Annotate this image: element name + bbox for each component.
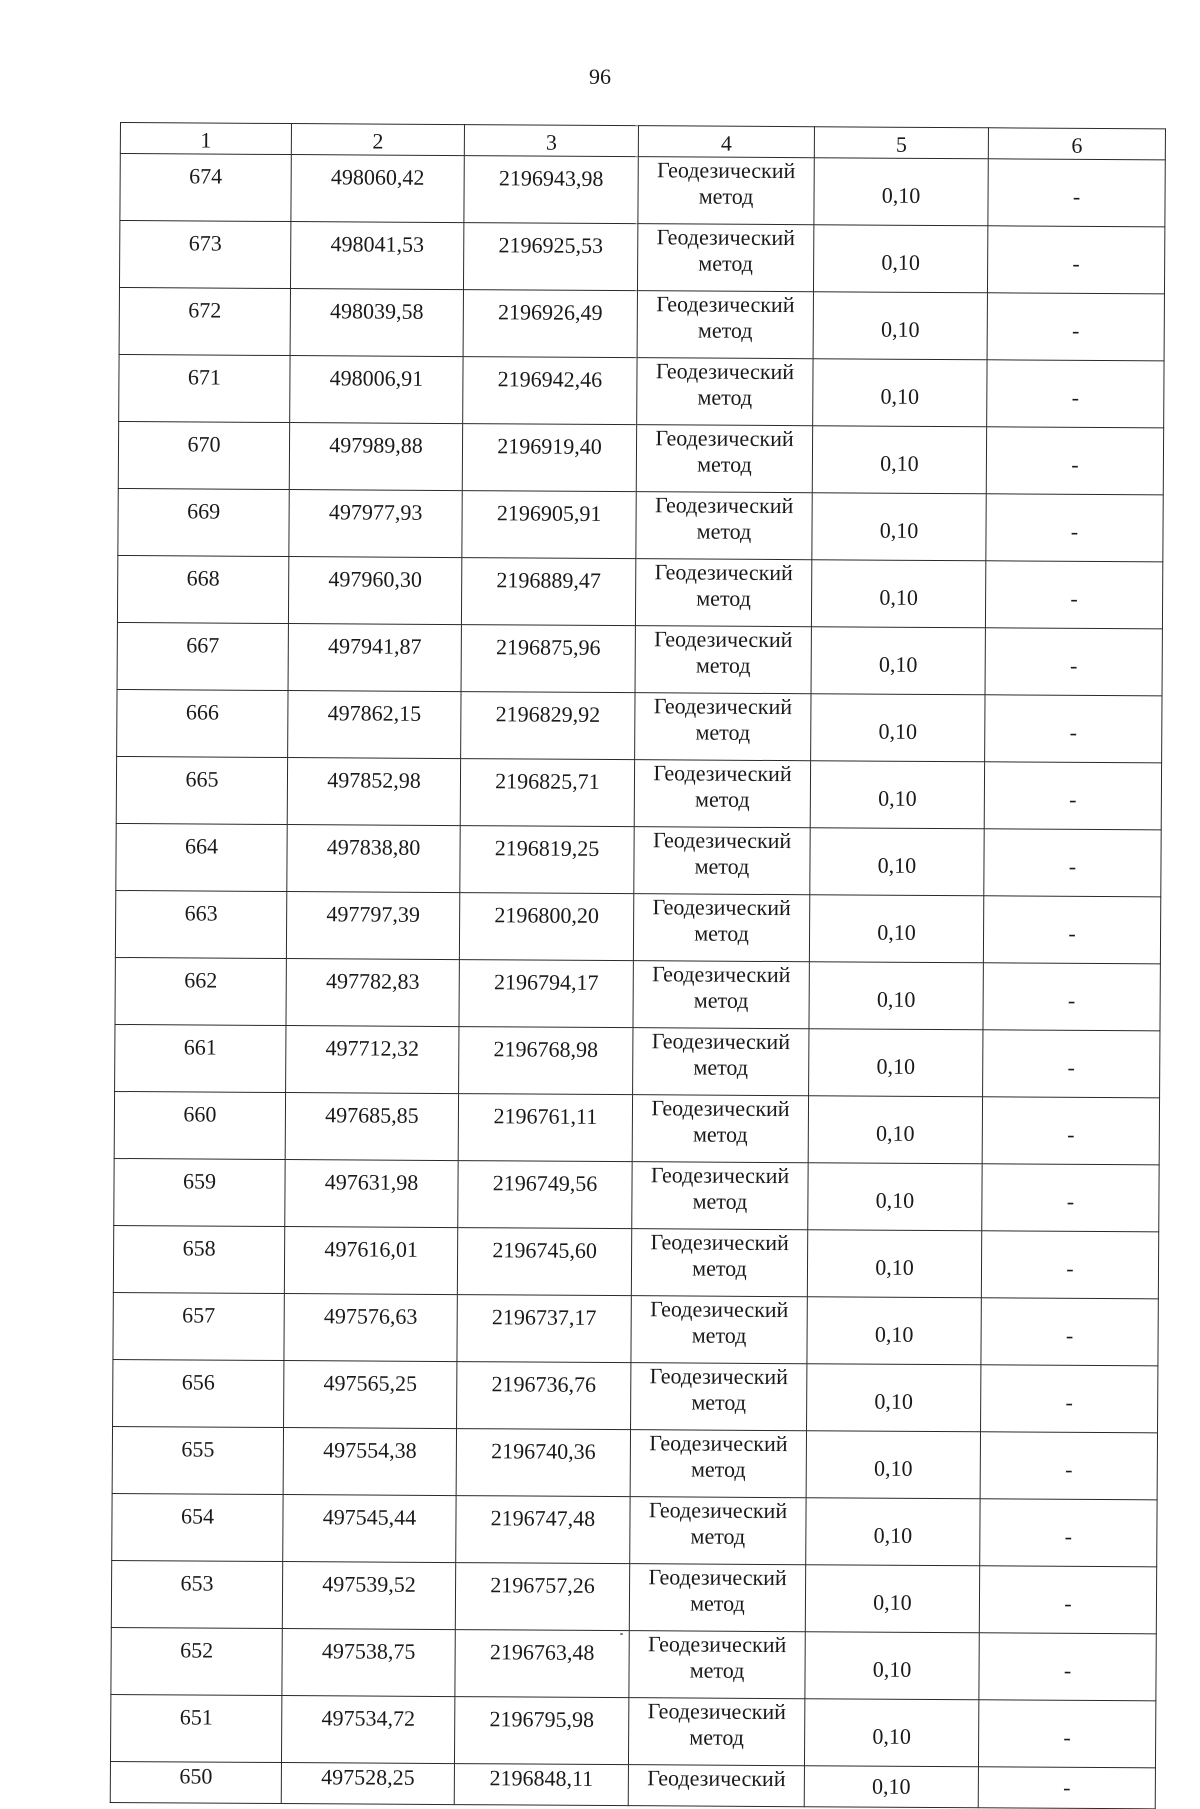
method-line-1: Геодезический	[652, 961, 791, 988]
method-line-2: метод	[697, 317, 753, 343]
point-number-cell: 650	[110, 1761, 281, 1803]
method-line-2: метод	[694, 920, 749, 946]
page-number: 96	[589, 64, 611, 89]
method-line-1: Геодезический	[657, 157, 796, 184]
method-line-2: метод	[696, 518, 752, 544]
column-header-1: 1	[120, 123, 291, 155]
accuracy-cell: 0,10	[809, 962, 983, 1030]
y-coordinate-cell: 2196740,36	[456, 1429, 630, 1497]
method-line-1: Геодезический	[650, 1296, 789, 1323]
point-number-cell: 672	[119, 287, 290, 355]
point-number-cell: 669	[118, 488, 289, 556]
method-cell	[634, 827, 810, 895]
note-cell: -	[979, 1566, 1156, 1634]
table-row	[115, 890, 1160, 963]
method-cell	[634, 760, 810, 828]
method-line-1: Геодезический	[650, 1162, 790, 1189]
x-coordinate-cell: 497838,80	[287, 825, 460, 893]
method-line-1: Геодезический	[650, 1229, 789, 1256]
table-row	[118, 488, 1163, 561]
accuracy-cell: 0,10	[812, 493, 986, 561]
method-line-2: метод	[689, 1724, 745, 1750]
table-row	[119, 354, 1164, 427]
note-cell: -	[983, 963, 1160, 1031]
x-coordinate-cell: 497539,52	[282, 1562, 455, 1630]
y-coordinate-cell: 2196800,20	[459, 893, 633, 961]
y-coordinate-cell: 2196875,96	[461, 625, 635, 693]
method-line-2: метод	[695, 652, 751, 678]
table-row	[116, 756, 1161, 829]
point-number-cell: 651	[110, 1694, 281, 1762]
accuracy-cell: 0,10	[805, 1632, 979, 1700]
method-line-2: метод	[693, 987, 749, 1013]
table-row	[112, 1426, 1157, 1499]
method-line-1: Геодезический	[648, 1564, 787, 1591]
accuracy-cell: 0,10	[809, 1029, 983, 1097]
method-line-2: метод	[695, 786, 750, 812]
point-number-cell: 671	[119, 354, 290, 422]
y-coordinate-cell: 2196848,11	[454, 1764, 628, 1806]
x-coordinate-cell: 497862,15	[288, 691, 461, 759]
accuracy-cell: 0,10	[807, 1230, 981, 1298]
note-cell: -	[979, 1633, 1156, 1701]
table-row	[117, 555, 1162, 628]
note-cell: -	[984, 829, 1161, 897]
note-cell: -	[985, 561, 1162, 629]
x-coordinate-cell: 497554,38	[283, 1428, 456, 1496]
x-coordinate-cell: 497797,39	[286, 892, 459, 960]
accuracy-cell: 0,10	[806, 1498, 980, 1566]
table-row	[119, 221, 1164, 294]
method-line-2: метод	[693, 1054, 749, 1080]
method-line-1: Геодезический	[653, 760, 792, 787]
table-row	[119, 287, 1164, 360]
point-number-cell: 656	[113, 1359, 284, 1427]
accuracy-cell: 0,10	[807, 1297, 981, 1365]
accuracy-cell: 0,10	[804, 1766, 978, 1808]
note-cell: -	[981, 1231, 1158, 1299]
note-cell: -	[980, 1432, 1157, 1500]
method-cell	[630, 1430, 806, 1498]
method-line-1: Геодезический	[652, 894, 791, 921]
y-coordinate-cell: 2196919,40	[462, 424, 636, 492]
point-number-cell: 666	[117, 689, 288, 757]
table-row	[117, 689, 1162, 762]
table-row	[113, 1292, 1158, 1365]
note-cell: -	[985, 628, 1162, 696]
accuracy-cell: 0,10	[806, 1431, 980, 1499]
method-line-2: метод	[698, 183, 754, 209]
method-line-2: метод	[697, 384, 753, 410]
method-line-1: Геодезический	[654, 492, 794, 519]
method-line-2: метод	[690, 1590, 745, 1616]
y-coordinate-cell: 2196925,53	[463, 223, 637, 291]
method-cell	[633, 1028, 809, 1096]
x-coordinate-cell: 497989,88	[289, 423, 462, 491]
method-line-1: Геодезический	[647, 1765, 786, 1792]
table-row	[114, 1091, 1159, 1164]
point-number-cell: 668	[117, 555, 288, 623]
y-coordinate-cell: 2196736,76	[457, 1362, 631, 1430]
method-line-1: Геодезический	[651, 1028, 791, 1055]
accuracy-cell: 0,10	[809, 895, 983, 963]
method-line-1: Геодезический	[648, 1497, 788, 1524]
method-cell	[631, 1296, 807, 1364]
note-cell: -	[986, 494, 1163, 562]
y-coordinate-cell: 2196757,26	[455, 1563, 629, 1631]
table-body	[110, 154, 1165, 1809]
table-row	[113, 1359, 1158, 1432]
y-coordinate-cell: 2196905,91	[462, 491, 636, 559]
note-cell: -	[983, 896, 1160, 964]
point-number-cell: 663	[115, 890, 286, 958]
accuracy-cell: 0,10	[805, 1565, 979, 1633]
note-cell: -	[986, 427, 1163, 495]
method-cell	[638, 157, 814, 225]
y-coordinate-cell: 2196768,98	[459, 1027, 633, 1095]
x-coordinate-cell: 498041,53	[290, 222, 463, 290]
method-line-2: метод	[691, 1389, 747, 1415]
x-coordinate-cell: 498039,58	[290, 289, 463, 357]
point-number-cell: 659	[114, 1158, 285, 1226]
table-row	[111, 1627, 1156, 1700]
method-cell	[637, 358, 813, 426]
method-line-1: Геодезический	[655, 425, 794, 452]
method-cell	[636, 492, 812, 560]
accuracy-cell: 0,10	[813, 292, 987, 360]
method-cell	[635, 559, 811, 627]
y-coordinate-cell: 2196763,48	[455, 1630, 629, 1698]
scan-speck	[620, 1633, 623, 1635]
method-line-1: Геодезический	[654, 626, 793, 653]
method-line-2: метод	[697, 451, 752, 477]
x-coordinate-cell: 497941,87	[288, 624, 461, 692]
y-coordinate-cell: 2196926,49	[463, 290, 637, 358]
method-line-2: метод	[691, 1322, 747, 1348]
x-coordinate-cell: 497685,85	[285, 1093, 458, 1161]
column-header-4: 4	[638, 126, 814, 158]
method-cell	[632, 1095, 808, 1163]
method-line-2: метод	[692, 1121, 748, 1147]
column-header-3: 3	[464, 125, 638, 157]
y-coordinate-cell: 2196819,25	[460, 826, 634, 894]
point-number-cell: 664	[116, 823, 287, 891]
note-cell: -	[984, 762, 1161, 830]
point-number-cell: 661	[115, 1024, 286, 1092]
x-coordinate-cell: 497960,30	[288, 557, 461, 625]
y-coordinate-cell: 2196829,92	[461, 692, 635, 760]
method-cell	[633, 894, 809, 962]
table-row	[113, 1225, 1158, 1298]
y-coordinate-cell: 2196794,17	[459, 960, 633, 1028]
note-cell: -	[980, 1499, 1157, 1567]
method-cell	[637, 224, 813, 292]
note-cell: -	[978, 1767, 1155, 1809]
method-line-2: метод	[689, 1657, 745, 1683]
method-line-1: Геодезический	[649, 1430, 788, 1457]
point-number-cell: 658	[113, 1225, 284, 1293]
note-cell: -	[981, 1298, 1158, 1366]
method-line-1: Геодезический	[652, 827, 792, 854]
method-cell	[631, 1363, 807, 1431]
point-number-cell: 655	[112, 1426, 283, 1494]
x-coordinate-cell: 497977,93	[289, 490, 462, 558]
point-number-cell: 667	[117, 622, 288, 690]
table-row	[115, 1024, 1160, 1097]
method-cell	[635, 693, 811, 761]
method-cell	[628, 1765, 804, 1807]
table-row	[115, 957, 1160, 1030]
point-number-cell: 654	[112, 1493, 283, 1561]
method-line-2: метод	[695, 719, 751, 745]
method-line-1: Геодезический	[656, 224, 796, 251]
table-row	[110, 1761, 1155, 1808]
method-line-1: Геодезический	[653, 693, 793, 720]
method-cell	[630, 1497, 806, 1565]
method-line-2: метод	[694, 853, 750, 879]
note-cell: -	[982, 1097, 1159, 1165]
note-cell: -	[987, 293, 1164, 361]
accuracy-cell: 0,10	[813, 225, 987, 293]
method-line-2: метод	[690, 1523, 746, 1549]
y-coordinate-cell: 2196745,60	[457, 1228, 631, 1296]
method-cell	[633, 961, 809, 1029]
x-coordinate-cell: 497852,98	[287, 758, 460, 826]
accuracy-cell: 0,10	[810, 828, 984, 896]
method-cell	[628, 1698, 804, 1766]
point-number-cell: 657	[113, 1292, 284, 1360]
x-coordinate-cell: 497782,83	[286, 959, 459, 1027]
method-line-1: Геодезический	[651, 1095, 790, 1122]
coordinates-table	[110, 122, 1166, 1809]
note-cell: -	[983, 1030, 1160, 1098]
accuracy-cell: 0,10	[810, 761, 984, 829]
table-row	[116, 823, 1161, 896]
method-cell	[629, 1564, 805, 1632]
note-cell: -	[985, 695, 1162, 763]
point-number-cell: 660	[114, 1091, 285, 1159]
point-number-cell: 662	[115, 957, 286, 1025]
table-row	[111, 1560, 1156, 1633]
method-cell	[631, 1229, 807, 1297]
method-cell	[629, 1631, 805, 1699]
x-coordinate-cell: 497576,63	[284, 1294, 457, 1362]
point-number-cell: 653	[111, 1560, 282, 1628]
table-row	[117, 622, 1162, 695]
method-cell	[636, 425, 812, 493]
column-header-2: 2	[291, 124, 464, 156]
note-cell: -	[987, 360, 1164, 428]
method-line-2: метод	[696, 585, 751, 611]
method-line-2: метод	[698, 250, 754, 276]
y-coordinate-cell: 2196795,98	[454, 1697, 628, 1765]
note-cell: -	[982, 1164, 1159, 1232]
x-coordinate-cell: 498006,91	[290, 356, 463, 424]
method-line-1: Геодезический	[656, 291, 795, 318]
table-row	[118, 421, 1163, 494]
y-coordinate-cell: 2196889,47	[461, 558, 635, 626]
table-row	[120, 154, 1165, 227]
x-coordinate-cell: 497565,25	[284, 1361, 457, 1429]
x-coordinate-cell: 497712,32	[286, 1026, 459, 1094]
point-number-cell: 670	[118, 421, 289, 489]
table-row	[112, 1493, 1157, 1566]
method-line-1: Геодезический	[647, 1698, 787, 1725]
x-coordinate-cell: 497528,25	[281, 1763, 454, 1805]
x-coordinate-cell: 497545,44	[283, 1495, 456, 1563]
accuracy-cell: 0,10	[812, 426, 986, 494]
method-cell	[637, 291, 813, 359]
note-cell: -	[987, 226, 1164, 294]
note-cell: -	[988, 159, 1165, 227]
column-header-6: 6	[988, 128, 1165, 160]
x-coordinate-cell: 497631,98	[285, 1160, 458, 1228]
method-cell	[632, 1162, 808, 1230]
accuracy-cell: 0,10	[808, 1163, 982, 1231]
y-coordinate-cell: 2196825,71	[460, 759, 634, 827]
note-cell: -	[981, 1365, 1158, 1433]
column-header-5: 5	[814, 127, 988, 159]
table-row	[114, 1158, 1159, 1231]
method-line-1: Геодезический	[648, 1631, 787, 1658]
method-line-1: Геодезический	[655, 358, 795, 385]
method-line-1: Геодезический	[649, 1363, 789, 1390]
accuracy-cell: 0,10	[808, 1096, 982, 1164]
y-coordinate-cell: 2196942,46	[463, 357, 637, 425]
x-coordinate-cell: 497538,75	[282, 1629, 455, 1697]
method-line-2: метод	[692, 1188, 748, 1214]
point-number-cell: 674	[120, 154, 291, 222]
y-coordinate-cell: 2196737,17	[457, 1295, 631, 1363]
y-coordinate-cell: 2196747,48	[456, 1496, 630, 1564]
accuracy-cell: 0,10	[814, 158, 988, 226]
note-cell: -	[978, 1700, 1155, 1768]
y-coordinate-cell: 2196749,56	[458, 1161, 632, 1229]
x-coordinate-cell: 497616,01	[284, 1227, 457, 1295]
method-line-2: метод	[692, 1255, 747, 1281]
method-line-1: Геодезический	[654, 559, 793, 586]
accuracy-cell: 0,10	[811, 627, 985, 695]
method-line-2: метод	[690, 1456, 746, 1482]
point-number-cell: 652	[111, 1627, 282, 1695]
point-number-cell: 673	[119, 221, 290, 289]
x-coordinate-cell: 497534,72	[281, 1696, 454, 1764]
x-coordinate-cell: 498060,42	[291, 155, 464, 223]
y-coordinate-cell: 2196943,98	[464, 156, 638, 224]
accuracy-cell: 0,10	[813, 359, 987, 427]
point-number-cell: 665	[116, 756, 287, 824]
accuracy-cell: 0,10	[811, 694, 985, 762]
accuracy-cell: 0,10	[811, 560, 985, 628]
y-coordinate-cell: 2196761,11	[458, 1094, 632, 1162]
table-row	[110, 1694, 1155, 1767]
accuracy-cell: 0,10	[807, 1364, 981, 1432]
method-cell	[635, 626, 811, 694]
accuracy-cell: 0,10	[804, 1699, 978, 1767]
